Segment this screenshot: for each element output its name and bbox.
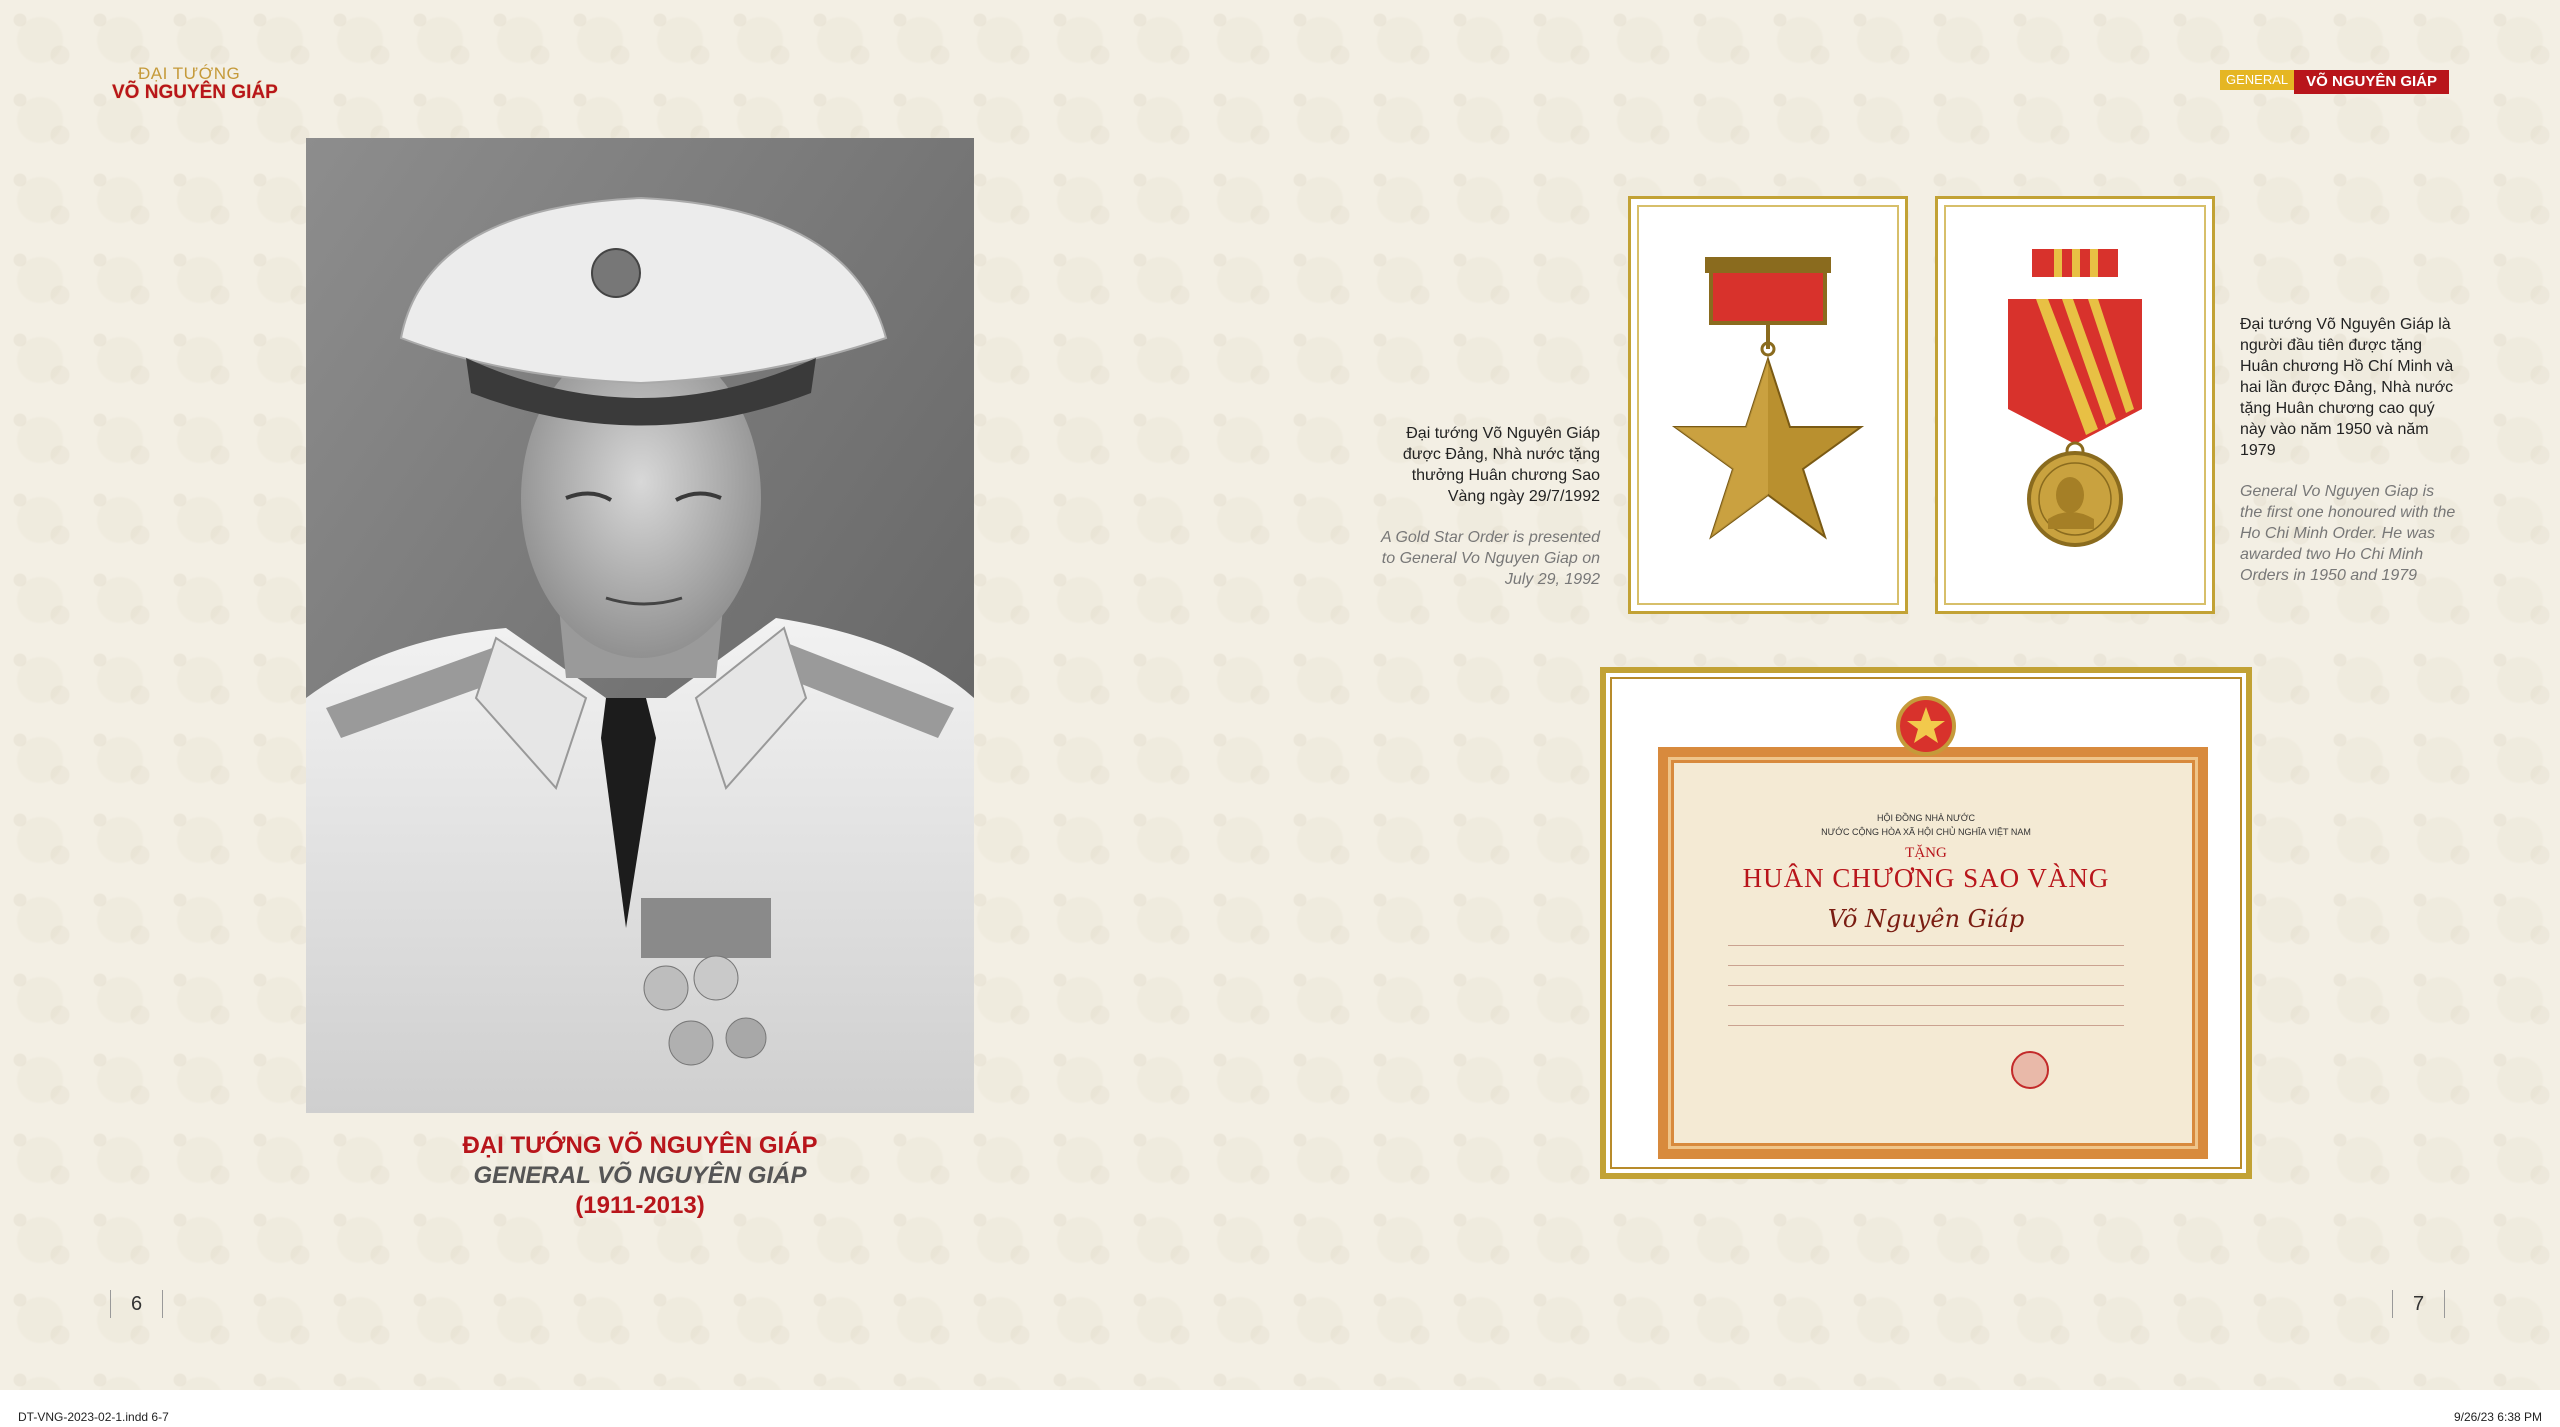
caption-years: (1911-2013) xyxy=(575,1192,705,1219)
gold-star-caption-en: A Gold Star Order is presented to General Vo Nguyen Giap on July 29, 1992 xyxy=(1380,529,1600,588)
certificate-seal xyxy=(2011,1051,2049,1089)
certificate-title: HUÂN CHƯƠNG SAO VÀNG xyxy=(1742,863,2110,893)
national-emblem-icon xyxy=(1895,695,1957,757)
page-number-right-value: 7 xyxy=(2413,1292,2425,1315)
certificate-state: NƯỚC CỘNG HÒA XÃ HỘI CHỦ NGHĨA VIỆT NAM xyxy=(1821,827,2031,837)
caption-vietnamese: ĐẠI TƯỚNG VÕ NGUYÊN GIÁP xyxy=(462,1132,818,1159)
ho-chi-minh-order-caption-vi: Đại tướng Võ Nguyên Giáp là người đầu tiên được tặng Huân chương Hồ Chí Minh và hai lần được Đảng, Nhà nước tặng Huân chương cao quý này vào năm 1950 và năm 1979 xyxy=(2240,316,2454,459)
logo-line2: VÕ NGUYÊN GIÁP xyxy=(112,82,278,103)
ho-chi-minh-order-caption-en: General Vo Nguyen Giap is the first one honoured with the Ho Chi Minh Order. He was awarded two Ho Chi Minh Orders in 1950 and 1979 xyxy=(2240,483,2456,584)
ho-chi-minh-order-caption xyxy=(2240,314,2460,586)
page-number-right xyxy=(2392,1290,2445,1318)
certificate-recipient-name: Võ Nguyên Giáp xyxy=(1827,905,2025,933)
print-slug-file: DT-VNG-2023-02-1.indd 6-7 xyxy=(18,1410,169,1424)
badge-name: VÕ NGUYÊN GIÁP xyxy=(2294,70,2449,94)
gold-star-caption xyxy=(1370,423,1600,590)
ho-chi-minh-medal-icon xyxy=(1938,199,2212,611)
gold-star-caption-vi: Đại tướng Võ Nguyên Giáp được Đảng, Nhà nước tặng thưởng Huân chương Sao Vàng ngày 29/7/1992 xyxy=(1402,425,1600,505)
portrait-caption xyxy=(306,1132,974,1220)
print-slug-bar xyxy=(0,1390,2560,1427)
print-slug-datetime: 9/26/23 6:38 PM xyxy=(2453,1410,2542,1424)
gold-star-medal-icon xyxy=(1631,199,1905,611)
gold-star-certificate xyxy=(1600,667,2252,1179)
publication-logo xyxy=(112,64,278,104)
caption-english: GENERAL VÕ NGUYÊN GIÁP xyxy=(473,1162,807,1189)
certificate-handwriting-lines xyxy=(1728,945,2124,1045)
logo-line1: ĐẠI TƯỚNG xyxy=(138,64,241,83)
gold-star-medal-frame xyxy=(1628,196,1908,614)
certificate-council: HỘI ĐỒNG NHÀ NƯỚC xyxy=(1877,813,1975,823)
ho-chi-minh-medal-frame xyxy=(1935,196,2215,614)
header-badge xyxy=(2220,70,2449,94)
page-number-left xyxy=(110,1290,163,1318)
page-number-left-value: 6 xyxy=(131,1292,143,1315)
portrait-photo xyxy=(306,138,974,1113)
certificate-tang: TẶNG xyxy=(1905,845,1947,861)
badge-general: GENERAL xyxy=(2220,70,2294,90)
